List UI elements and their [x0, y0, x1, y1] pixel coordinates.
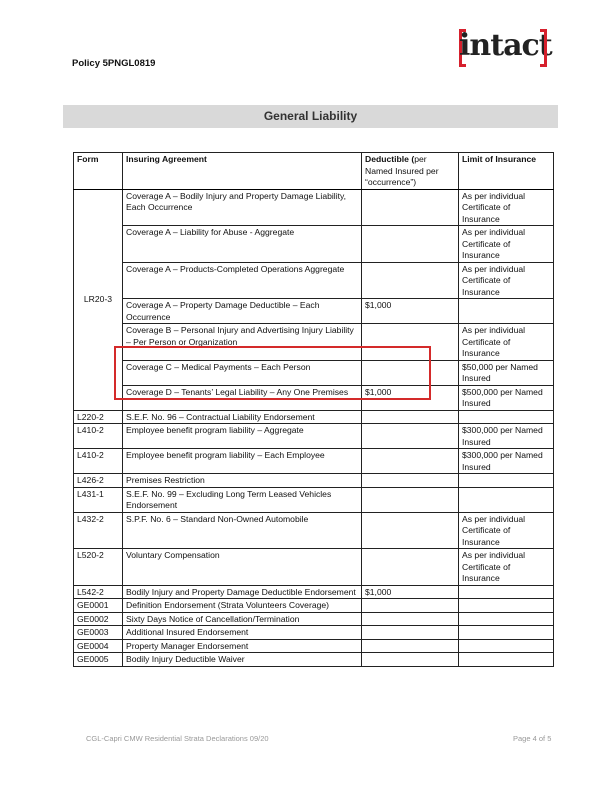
table-row: [74, 474, 554, 488]
deductible-cell: [362, 487, 459, 512]
form-cell: GE0005: [74, 653, 123, 667]
agreement-cell: S.E.F. No. 99 – Excluding Long Term Leased Vehicles Endorsement: [123, 487, 362, 512]
deductible-cell: [362, 262, 459, 299]
deductible-cell: $1,000: [362, 585, 459, 599]
form-cell: L220-2: [74, 410, 123, 424]
header-deductible-label: Deductible (: [365, 154, 415, 164]
deductible-cell: [362, 474, 459, 488]
agreement-cell: Additional Insured Endorsement: [123, 626, 362, 640]
agreement-cell: Employee benefit program liability – Each Employee: [123, 449, 362, 474]
agreement-cell: Sixty Days Notice of Cancellation/Termination: [123, 612, 362, 626]
deductible-cell: [362, 189, 459, 226]
table-row: [74, 299, 554, 324]
form-cell: L542-2: [74, 585, 123, 599]
table-row: [74, 639, 554, 653]
deductible-cell: [362, 626, 459, 640]
intact-logo: [459, 28, 552, 69]
table-row: [74, 653, 554, 667]
form-cell: GE0003: [74, 626, 123, 640]
limit-cell: $300,000 per Named Insured: [459, 449, 554, 474]
agreement-cell: Bodily Injury and Property Damage Deductible Endorsement: [123, 585, 362, 599]
limit-cell: [459, 410, 554, 424]
deductible-cell: [362, 612, 459, 626]
header-insuring-agreement: Insuring Agreement: [123, 153, 362, 190]
limit-cell: [459, 653, 554, 667]
deductible-cell: [362, 410, 459, 424]
deductible-cell: [362, 653, 459, 667]
logo-wordmark: intact: [459, 28, 552, 63]
limit-cell: $500,000 per Named Insured: [459, 385, 554, 410]
table-row: [74, 626, 554, 640]
table-row: [74, 449, 554, 474]
limit-cell: As per individual Certificate of Insurance: [459, 549, 554, 586]
limit-cell: [459, 474, 554, 488]
header-limit: Limit of Insurance: [459, 153, 554, 190]
deductible-cell: [362, 599, 459, 613]
form-cell: LR20-3: [74, 189, 123, 410]
deductible-cell: [362, 424, 459, 449]
limit-cell: [459, 585, 554, 599]
section-banner: General Liability: [63, 105, 558, 128]
limit-cell: As per individual Certificate of Insurance: [459, 262, 554, 299]
deductible-cell: [362, 449, 459, 474]
limit-cell: $300,000 per Named Insured: [459, 424, 554, 449]
header-form: Form: [74, 153, 123, 190]
limit-cell: [459, 487, 554, 512]
limit-cell: As per individual Certificate of Insurance: [459, 226, 554, 263]
limit-cell: [459, 639, 554, 653]
table-row: [74, 585, 554, 599]
form-cell: GE0004: [74, 639, 123, 653]
table-row: [74, 487, 554, 512]
form-cell: L432-2: [74, 512, 123, 549]
header-deductible: [362, 153, 459, 190]
footer-document-title: CGL-Capri CMW Residential Strata Declarations 09/20: [86, 734, 269, 743]
deductible-cell: [362, 360, 459, 385]
agreement-cell: Coverage A – Property Damage Deductible – Each Occurrence: [123, 299, 362, 324]
form-cell: GE0002: [74, 612, 123, 626]
table-row: [74, 189, 554, 226]
table-row: [74, 410, 554, 424]
agreement-cell: Coverage A – Bodily Injury and Property Damage Liability, Each Occurrence: [123, 189, 362, 226]
table-header-row: [74, 153, 554, 190]
agreement-cell: Coverage C – Medical Payments – Each Person: [123, 360, 362, 385]
logo-bracket-right: [540, 29, 547, 67]
limit-cell: [459, 299, 554, 324]
form-cell: L410-2: [74, 449, 123, 474]
table-row: [74, 385, 554, 410]
form-cell: L520-2: [74, 549, 123, 586]
deductible-cell: [362, 639, 459, 653]
limit-cell: [459, 599, 554, 613]
header-deductible-note: per Named Insured per “occurrence”): [365, 154, 439, 187]
table-row: [74, 226, 554, 263]
limit-cell: As per individual Certificate of Insurance: [459, 189, 554, 226]
table-row: [74, 549, 554, 586]
agreement-cell: Coverage D – Tenants’ Legal Liability – Any One Premises: [123, 385, 362, 410]
agreement-cell: Employee benefit program liability – Aggregate: [123, 424, 362, 449]
agreement-cell: Coverage B – Personal Injury and Advertising Injury Liability – Per Person or Organization: [123, 324, 362, 361]
form-cell: GE0001: [74, 599, 123, 613]
form-cell: L410-2: [74, 424, 123, 449]
form-cell: L426-2: [74, 474, 123, 488]
table-row: [74, 324, 554, 361]
deductible-cell: [362, 512, 459, 549]
policy-number: Policy 5PNGL0819: [72, 58, 156, 69]
limit-cell: [459, 626, 554, 640]
agreement-cell: Coverage A – Liability for Abuse - Aggregate: [123, 226, 362, 263]
agreement-cell: Definition Endorsement (Strata Volunteers Coverage): [123, 599, 362, 613]
table-row: [74, 599, 554, 613]
limit-cell: [459, 612, 554, 626]
agreement-cell: Property Manager Endorsement: [123, 639, 362, 653]
table-row: [74, 424, 554, 449]
table-row: [74, 262, 554, 299]
deductible-cell: $1,000: [362, 299, 459, 324]
table-row: [74, 512, 554, 549]
limit-cell: $50,000 per Named Insured: [459, 360, 554, 385]
deductible-cell: $1,000: [362, 385, 459, 410]
table-row: [74, 360, 554, 385]
form-cell: L431-1: [74, 487, 123, 512]
deductible-cell: [362, 549, 459, 586]
deductible-cell: [362, 226, 459, 263]
agreement-cell: Coverage A – Products-Completed Operations Aggregate: [123, 262, 362, 299]
agreement-cell: S.E.F. No. 96 – Contractual Liability Endorsement: [123, 410, 362, 424]
limit-cell: As per individual Certificate of Insurance: [459, 512, 554, 549]
agreement-cell: Voluntary Compensation: [123, 549, 362, 586]
agreement-cell: S.P.F. No. 6 – Standard Non-Owned Automobile: [123, 512, 362, 549]
agreement-cell: Premises Restriction: [123, 474, 362, 488]
table-row: [74, 612, 554, 626]
footer-page-number: Page 4 of 5: [513, 734, 552, 743]
agreement-cell: Bodily Injury Deductible Waiver: [123, 653, 362, 667]
general-liability-table: [73, 152, 554, 667]
deductible-cell: [362, 324, 459, 361]
limit-cell: As per individual Certificate of Insurance: [459, 324, 554, 361]
